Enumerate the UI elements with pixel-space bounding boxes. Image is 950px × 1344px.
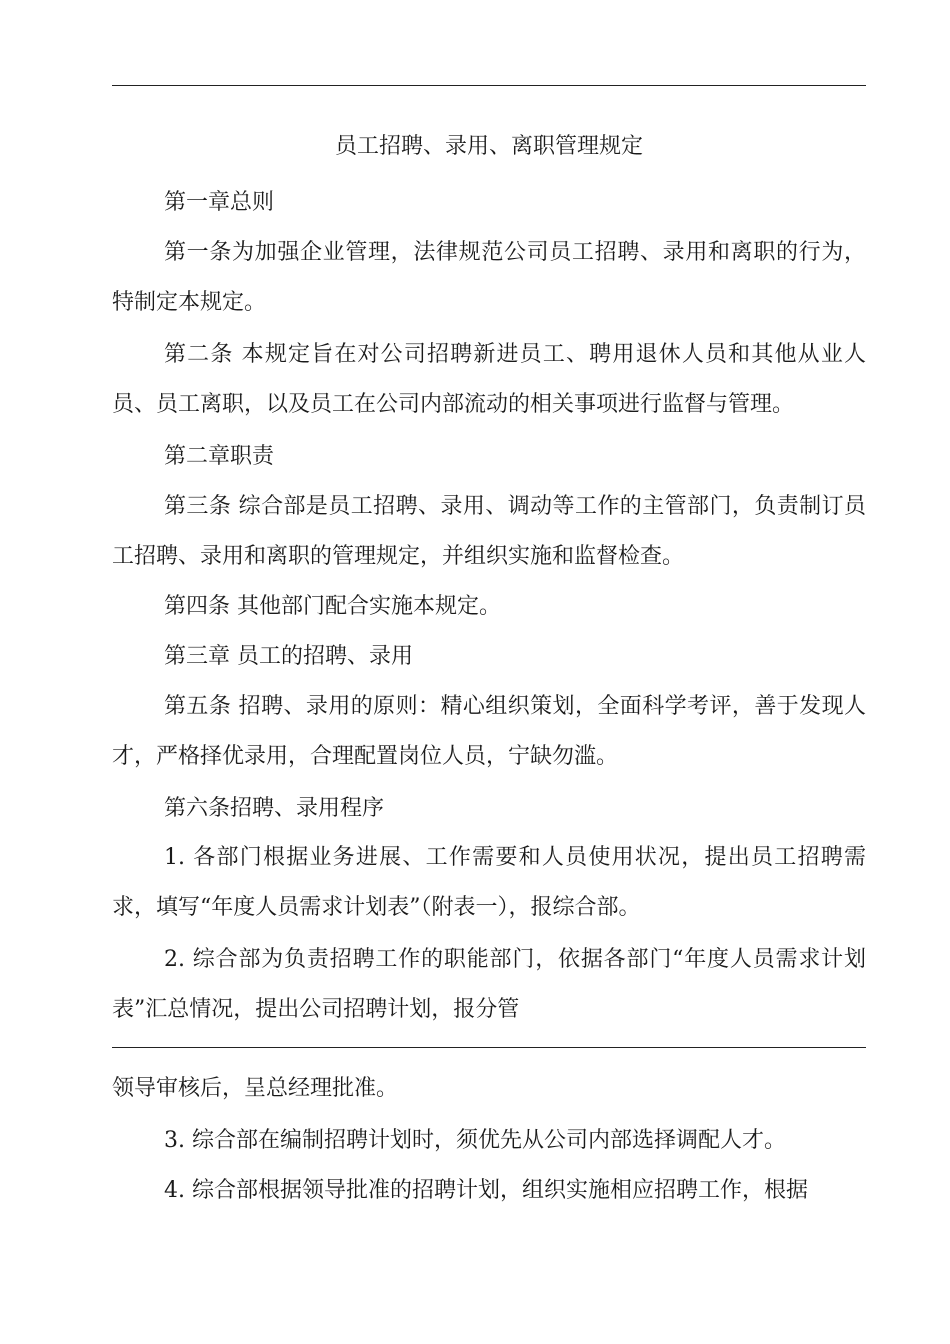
- list-item: 2. 综合部为负责招聘工作的职能部门，依据各部门“年度人员需求计划表”汇总情况，提出公司招聘计划，报分管: [112, 947, 866, 1022]
- article-paragraph: 第四条 其他部门配合实施本规定。: [164, 594, 501, 619]
- list-item: 4. 综合部根据领导批准的招聘计划，组织实施相应招聘工作，根据: [164, 1178, 808, 1203]
- list-item: 1. 各部门根据业务进展、工作需要和人员使用状况，提出员工招聘需求，填写“年度人员需求计划表”（附表一），报综合部。: [112, 845, 866, 920]
- article-paragraph: 第六条招聘、录用程序: [164, 796, 385, 821]
- chapter-heading: 第三章 员工的招聘、录用: [164, 644, 413, 669]
- chapter-heading: 第一章总则: [164, 190, 275, 215]
- article-paragraph: 第五条 招聘、录用的原则：精心组织策划，全面科学考评，善于发现人才，严格择优录用，合理配置岗位人员，宁缺勿滥。: [112, 694, 866, 769]
- article-paragraph: 第一条为加强企业管理，法律规范公司员工招聘、录用和离职的行为，特制定本规定。: [112, 240, 866, 315]
- top-rule: [112, 85, 866, 86]
- continuation-text: 领导审核后，呈总经理批准。: [112, 1076, 399, 1101]
- article-paragraph: 第三条 综合部是员工招聘、录用、调动等工作的主管部门，负责制订员工招聘、录用和离职的管理规定，并组织实施和监督检查。: [112, 494, 866, 569]
- document-title: 员工招聘、录用、离职管理规定: [334, 134, 643, 159]
- chapter-heading: 第二章职责: [164, 444, 275, 469]
- article-paragraph: 第二条 本规定旨在对公司招聘新进员工、聘用退休人员和其他从业人员、员工离职，以及员工在公司内部流动的相关事项进行监督与管理。: [112, 342, 866, 417]
- page-break-rule: [112, 1047, 866, 1048]
- list-item: 3. 综合部在编制招聘计划时，须优先从公司内部选择调配人才。: [164, 1128, 786, 1153]
